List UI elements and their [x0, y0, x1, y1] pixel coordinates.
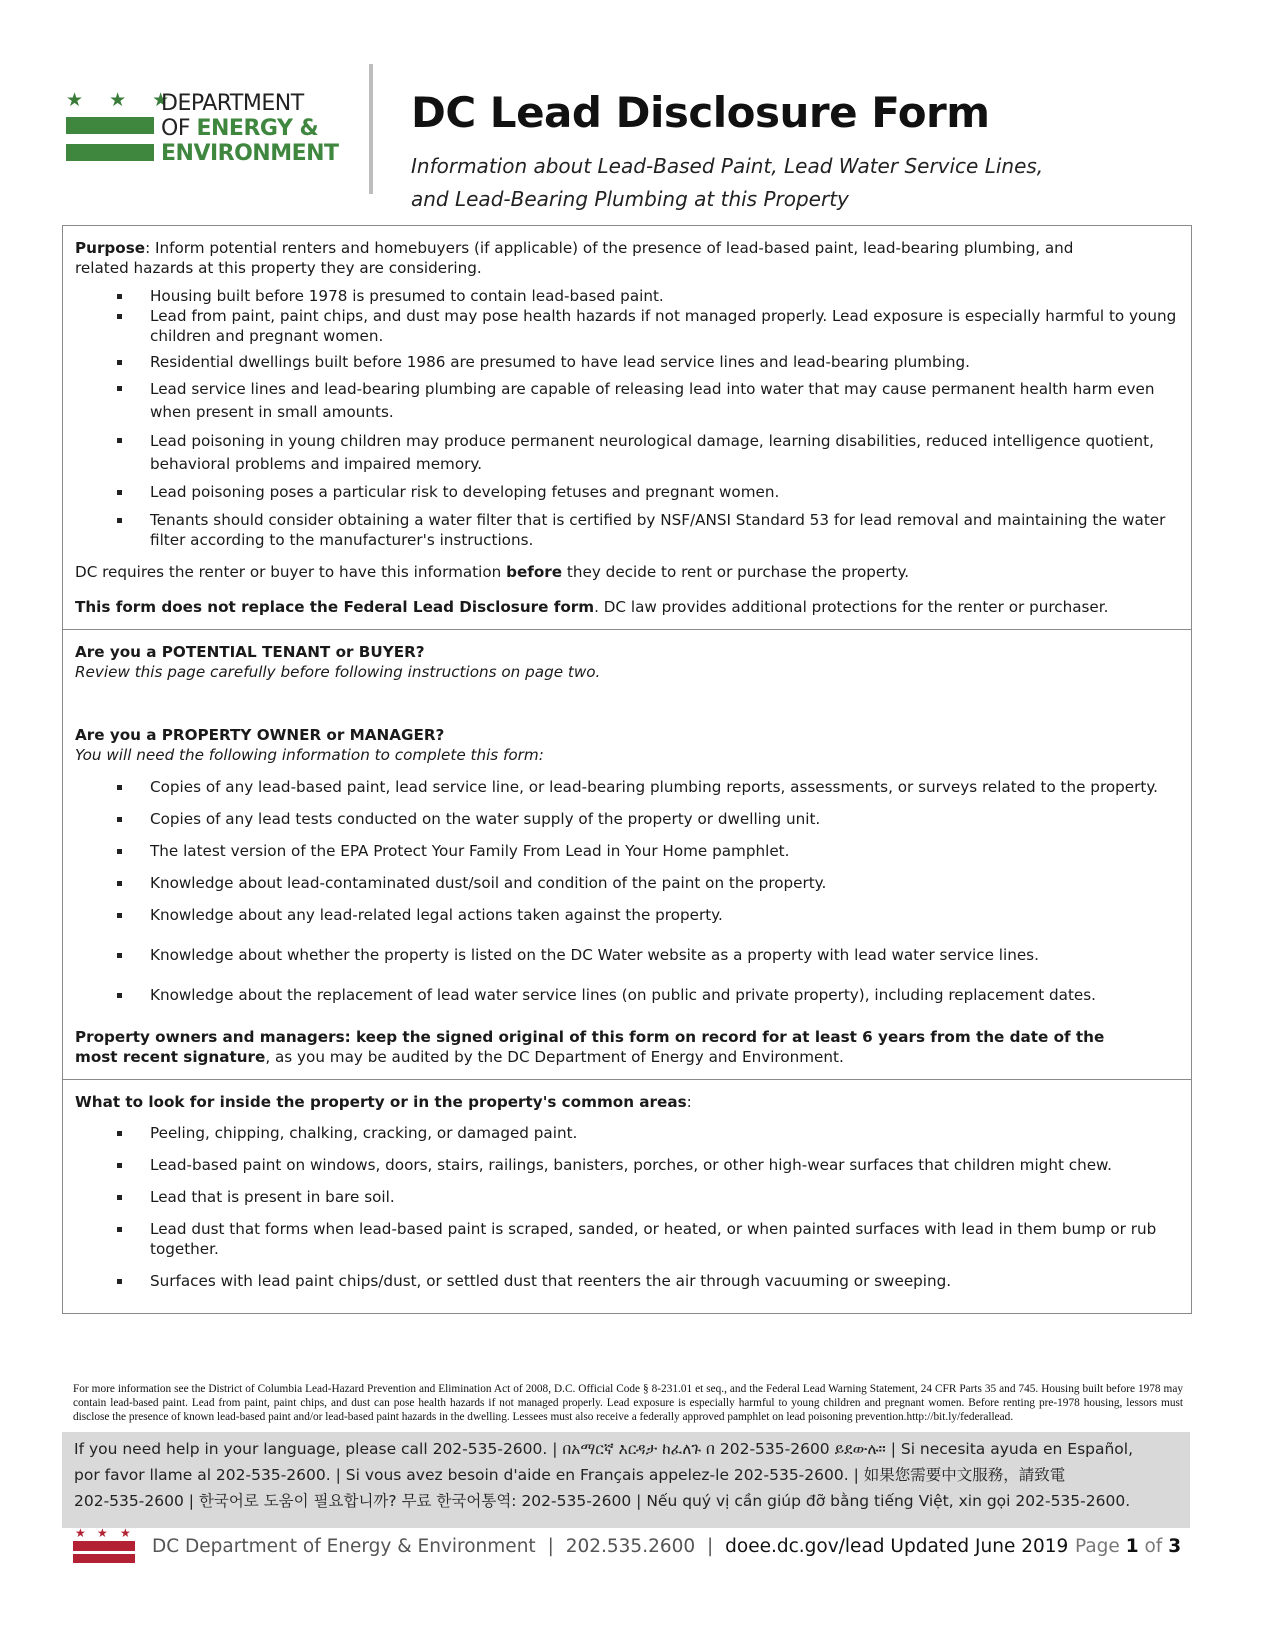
- language-help-line-2: por favor llame al 202-535-2600. | Si vous avez besoin d'aide en Français appelez-le 202-535-2600. | 如果您需要中文服務，請致電: [74, 1466, 1066, 1484]
- look-for-bullets: [75, 1123, 1181, 1291]
- footer-agency: DC Department of Energy & Environment: [152, 1536, 536, 1557]
- language-help-line-3: 202-535-2600 | 한국어로 도움이 필요합니까? 무료 한국어통역: 202-535-2600 | Nếu quý vị cần giúp đỡ bằng tiếng Việt, xin gọi 202-535-2600.: [74, 1492, 1131, 1510]
- requires-text: DC requires the renter or buyer to have this information before they decide to rent or purchase the property.: [75, 563, 910, 581]
- tenant-note: Review this page carefully before following instructions on page two.: [75, 663, 601, 681]
- list-item: Copies of any lead tests conducted on the water supply of the property or dwelling unit.: [75, 809, 1181, 829]
- dc-flag-bar-icon: [66, 144, 154, 161]
- list-item: Peeling, chipping, chalking, cracking, or damaged paint.: [75, 1123, 1181, 1143]
- list-item: Residential dwellings built before 1986 are presumed to have lead service lines and lead-bearing plumbing.: [75, 352, 1181, 372]
- logo-line-3: ENVIRONMENT: [161, 141, 339, 166]
- footer-website-link[interactable]: doee.dc.gov/lead: [725, 1536, 885, 1557]
- disclosure-box: [62, 225, 1192, 1314]
- list-item: Knowledge about whether the property is listed on the DC Water website as a property with lead water service lines.: [75, 945, 1181, 965]
- list-item: Lead dust that forms when lead-based paint is scraped, sanded, or heated, or when painted surfaces with lead in them bump or rub together.: [75, 1219, 1181, 1259]
- dc-flag-bar-icon: [66, 117, 154, 134]
- list-item: Knowledge about any lead-related legal actions taken against the property.: [75, 905, 1181, 925]
- list-item: Housing built before 1978 is presumed to contain lead-based paint.: [75, 286, 1181, 306]
- logo-line-1: DEPARTMENT: [161, 91, 304, 116]
- list-item: Lead service lines and lead-bearing plumbing are capable of releasing lead into water that may cause permanent health harm even when present in small amounts.: [75, 378, 1181, 424]
- list-item: Lead from paint, paint chips, and dust may pose health hazards if not managed properly. Lead exposure is especially harmful to young children and pregnant women.: [75, 306, 1181, 346]
- doee-logo: [66, 90, 346, 170]
- page-number: Page 1 of 3: [1075, 1536, 1182, 1557]
- audience-section: [63, 629, 1191, 1079]
- dc-flag-icon: ★ ★ ★: [73, 1527, 135, 1563]
- list-item: Surfaces with lead paint chips/dust, or settled dust that reenters the air through vacuuming or sweeping.: [75, 1271, 1181, 1291]
- purpose-section: [63, 226, 1191, 629]
- page-subtitle: Information about Lead-Based Paint, Lead Water Service Lines, and Lead-Bearing Plumbing at this Property: [411, 154, 1044, 211]
- footer-contact: DC Department of Energy & Environment | 202.535.2600 | doee.dc.gov/lead Updated June 2019: [152, 1536, 1069, 1557]
- page-title: DC Lead Disclosure Form: [411, 88, 990, 137]
- owner-heading: Are you a PROPERTY OWNER or MANAGER?: [75, 726, 445, 744]
- legal-fine-print: For more information see the District of Columbia Lead-Hazard Prevention and Elimination Act of 2008, D.C. Official Code § 8-231.01 et seq., and the Federal Lead Warning Statement, 24 CFR Parts 35 and 745. Housing built before 1978 may contain lead-based paint. Lead from paint, paint chips, and dust can pose health hazards if not managed properly. Lead exposure is especially harmful to young children and pregnant women. Before renting pre-1978 housing, lessors must disclose the presence of known lead-based paint and/or lead-based paint hazards in the dwelling. Lessees must also receive a federally approved pamphlet on lead poisoning prevention.http://bit.ly/federallead.: [73, 1383, 1183, 1423]
- logo-line-2: OF ENERGY &: [161, 116, 319, 141]
- dc-stars-icon: ★ ★ ★: [66, 89, 180, 111]
- purpose-text: Purpose: Inform potential renters and homebuyers (if applicable) of the presence of lead-based paint, lead-bearing plumbing, and related hazards at this property they are considering.: [75, 239, 1074, 277]
- list-item: Lead that is present in bare soil.: [75, 1187, 1181, 1207]
- list-item: Knowledge about lead-contaminated dust/soil and condition of the paint on the property.: [75, 873, 1181, 893]
- list-item: Knowledge about the replacement of lead water service lines (on public and private property), including replacement dates.: [75, 985, 1181, 1005]
- owner-bullets: [75, 777, 1181, 1005]
- owner-note: You will need the following information to complete this form:: [75, 746, 544, 764]
- look-for-section: [63, 1079, 1191, 1313]
- purpose-bullets: [75, 286, 1181, 550]
- footer-phone: 202.535.2600: [565, 1536, 696, 1557]
- record-keeping-notice: Property owners and managers: keep the signed original of this form on record for at least 6 years from the date of the most recent signature, as you may be audited by the DC Department of Energy and Environment.: [75, 1028, 1105, 1066]
- list-item: The latest version of the EPA Protect Your Family From Lead in Your Home pamphlet.: [75, 841, 1181, 861]
- list-item: Tenants should consider obtaining a water filter that is certified by NSF/ANSI Standard 53 for lead removal and maintaining the water filter according to the manufacturer's instructions.: [75, 510, 1181, 550]
- federal-form-notice: This form does not replace the Federal Lead Disclosure form. DC law provides additional protections for the renter or purchaser.: [75, 598, 1109, 616]
- list-item: Lead poisoning poses a particular risk to developing fetuses and pregnant women.: [75, 482, 1181, 502]
- tenant-heading: Are you a POTENTIAL TENANT or BUYER?: [75, 643, 425, 661]
- list-item: Copies of any lead-based paint, lead service line, or lead-bearing plumbing reports, assessments, or surveys related to the property.: [75, 777, 1181, 797]
- language-help-bar: [62, 1432, 1190, 1528]
- look-for-heading: What to look for inside the property or in the property's common areas:: [75, 1093, 692, 1111]
- header-divider: [369, 64, 373, 194]
- list-item: Lead poisoning in young children may produce permanent neurological damage, learning disabilities, reduced intelligence quotient, behavioral problems and impaired memory.: [75, 430, 1181, 476]
- footer-updated: Updated June 2019: [890, 1536, 1069, 1557]
- language-help-line-1: If you need help in your language, please call 202-535-2600. | በአማርኛ እርዳታ ከፈለጉ በ 202-535-2600 ይደውሉ። | Si necesita ayuda en Español,: [74, 1440, 1134, 1458]
- list-item: Lead-based paint on windows, doors, stairs, railings, banisters, porches, or other high-wear surfaces that children might chew.: [75, 1155, 1181, 1175]
